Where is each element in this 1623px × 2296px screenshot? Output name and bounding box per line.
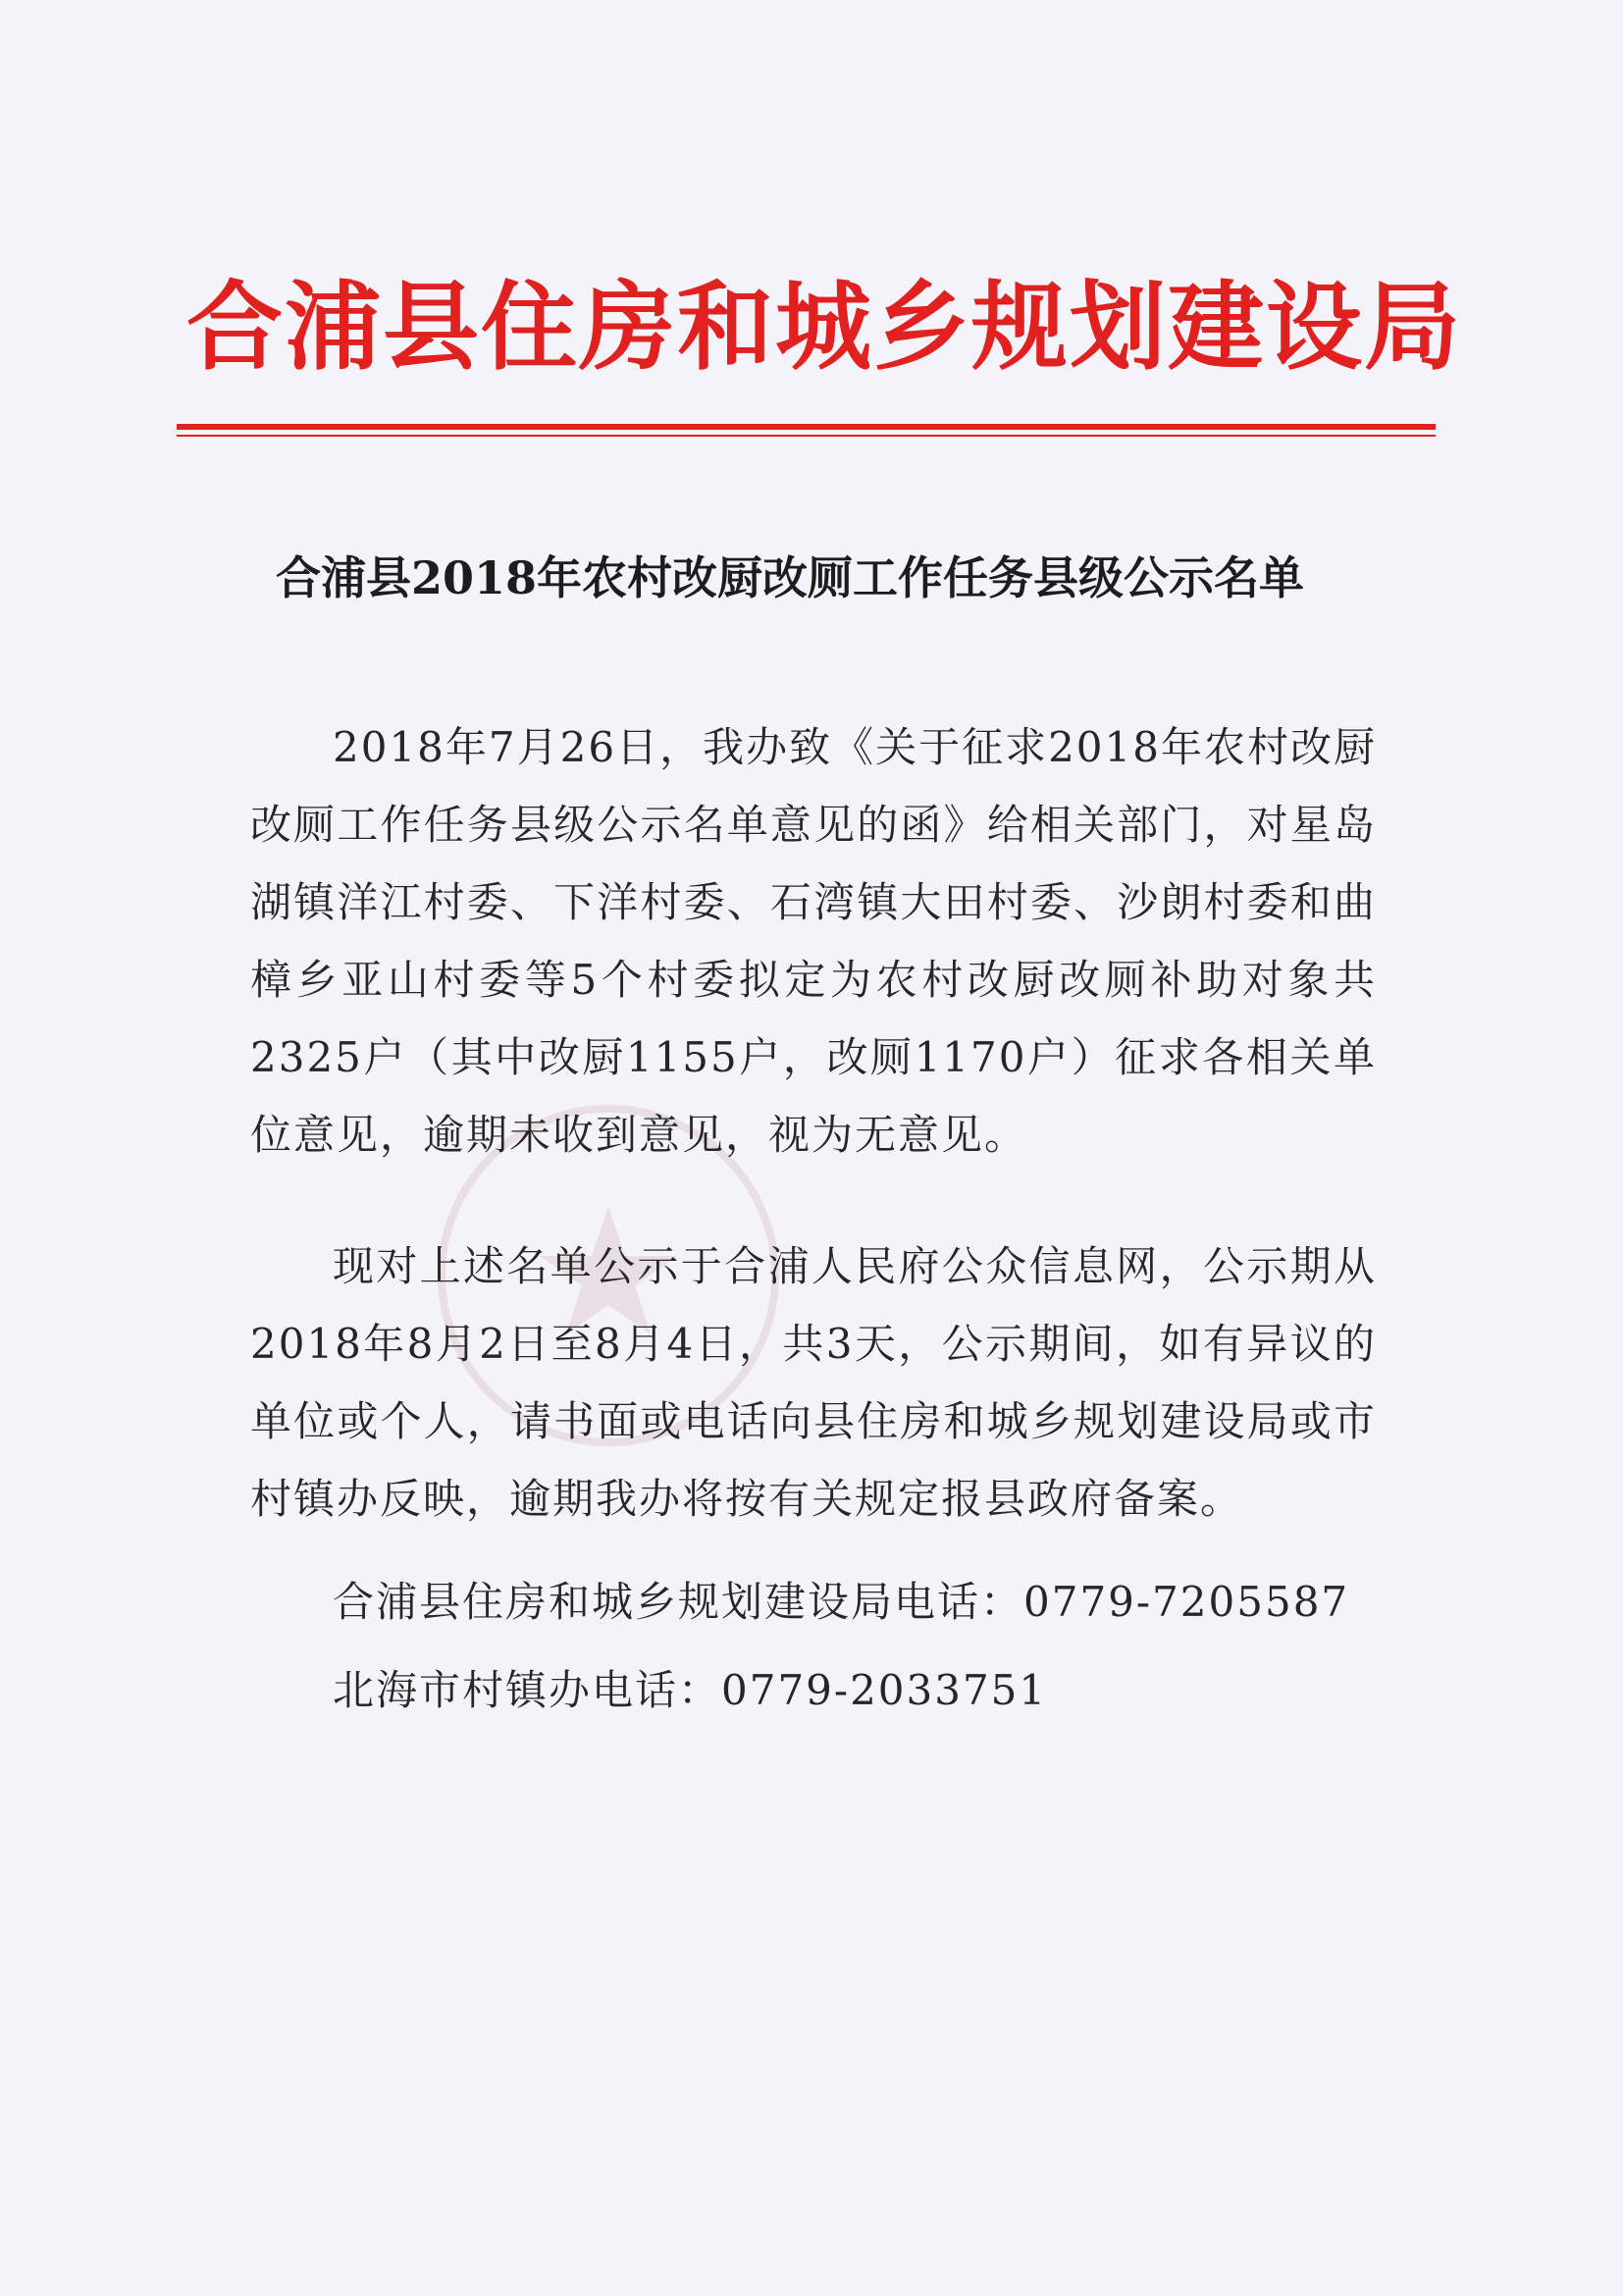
contact-housing-bureau: 合浦县住房和城乡规划建设局电话：0779-7205587	[333, 1578, 1350, 1626]
paragraph-2: 现对上述名单公示于合浦人民府公众信息网，公示期从2018年8月2日至8月4日，共3天，公示期间，如有异议的单位或个人，请书面或电话向县住房和城乡规划建设局或市村镇办反映，逾期我办将按有关规定报县政府备案。	[250, 1242, 1377, 1523]
letterhead-rule	[177, 424, 1436, 430]
document-title: 合浦县2018年农村改厨改厕工作任务县级公示名单	[275, 551, 1305, 604]
letterhead-title: 合浦县住房和城乡规划建设局	[186, 271, 1463, 384]
paragraph-1: 2018年7月26日，我办致《关于征求2018年农村改厨改厕工作任务县级公示名单意见的函》给相关部门，对星岛湖镇洋江村委、下洋村委、石湾镇大田村委、沙朗村委和曲樟乡亚山村委等5个村委拟定为农村改厨改厕补助对象共2325户（其中改厨1155户，改厕1170户）征求各相关单位意见，逾期未收到意见，视为无意见。	[250, 723, 1377, 1159]
contact-village-office: 北海市村镇办电话：0779-2033751	[333, 1666, 1048, 1714]
letterhead-rule-thin	[177, 435, 1436, 437]
